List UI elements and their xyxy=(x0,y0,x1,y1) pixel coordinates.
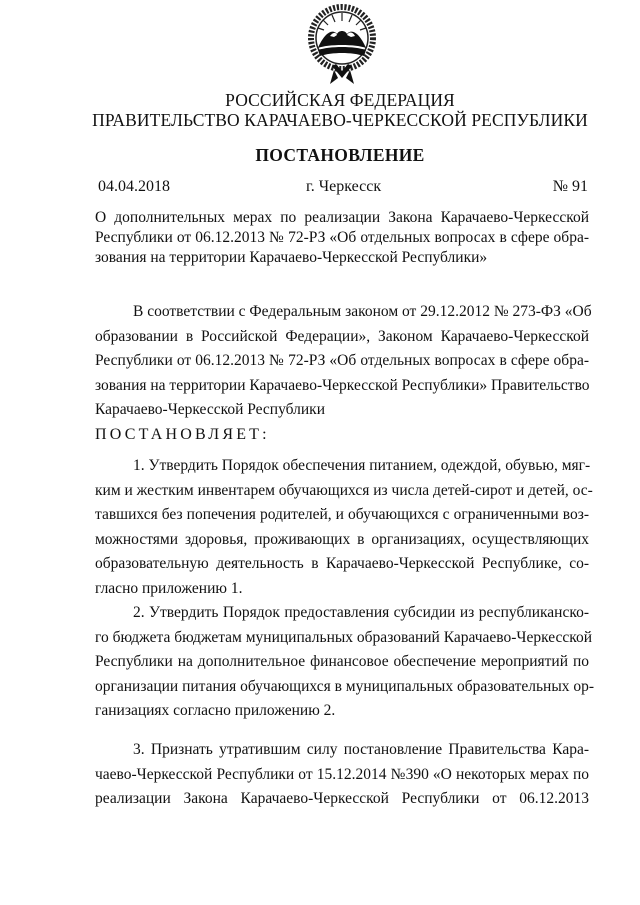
document-city: г. Черкесск xyxy=(306,178,382,195)
paragraph-1 xyxy=(95,454,593,602)
paragraph-line: го бюджета бюджетам муниципальных образований Карачаево-Черкесской xyxy=(95,628,593,646)
decree-word: ПОСТАНОВЛЯЕТ: xyxy=(95,426,270,443)
coat-of-arms-emblem xyxy=(304,4,380,86)
intro-paragraph xyxy=(95,300,592,423)
paragraph-line: ким и жестким инвентарем обучающихся из числа детей-сирот и детей, ос- xyxy=(95,481,593,499)
country-title: РОССИЙСКАЯ ФЕДЕРАЦИЯ xyxy=(225,90,455,110)
paragraph-line: можностями здоровья, проживающих в организациях, осуществляющих xyxy=(95,530,589,548)
document-meta-row xyxy=(98,178,588,198)
intro-line: В соответствии с Федеральным законом от 29.12.2012 № 273-ФЗ «Об xyxy=(133,303,592,320)
document-number: № 91 xyxy=(552,178,588,195)
subject-line: Республики от 06.12.2013 № 72-РЗ «Об отдельных вопросах в сфере обра- xyxy=(95,229,589,246)
subject-line: О дополнительных мерах по реализации Закона Карачаево-Черкесской xyxy=(95,209,589,226)
paragraph-line: 2. Утвердить Порядок предоставления субсидии из республиканско- xyxy=(133,604,589,621)
document-subject xyxy=(95,208,589,268)
paragraph-line: организации питания обучающихся в муниципальных образовательных ор- xyxy=(95,677,595,695)
paragraph-2 xyxy=(95,601,595,724)
paragraph-line: чаево-Черкесской Республики от 15.12.2014 №390 «О некоторых мерах по xyxy=(95,765,589,783)
intro-line: Республики от 06.12.2013 № 72-РЗ «Об отдельных вопросах в сфере обра- xyxy=(95,352,589,370)
intro-line: Карачаево-Черкесской Республики xyxy=(95,401,325,419)
paragraph-line: образовательную деятельность в Карачаево-Черкесской Республике, со- xyxy=(95,555,589,573)
government-title: ПРАВИТЕЛЬСТВО КАРАЧАЕВО-ЧЕРКЕССКОЙ РЕСПУБЛИКИ xyxy=(92,110,588,130)
document-date: 04.04.2018 xyxy=(98,178,170,195)
paragraph-line: тавшихся без попечения родителей, и обучающихся с ограниченными воз- xyxy=(95,506,589,524)
paragraph-line: ганизациях согласно приложению 2. xyxy=(95,702,336,720)
document-type-title: ПОСТАНОВЛЕНИЕ xyxy=(255,145,425,165)
subject-line: зования на территории Карачаево-Черкесской Республики» xyxy=(95,249,488,266)
intro-line: образовании в Российской Федерации», Законом Карачаево-Черкесской xyxy=(95,327,589,345)
paragraph-line: 1. Утвердить Порядок обеспечения питанием, одеждой, обувью, мяг- xyxy=(133,457,591,474)
paragraph-3 xyxy=(95,738,589,812)
paragraph-line: реализации Закона Карачаево-Черкесской Республики от 06.12.2013 xyxy=(95,790,589,808)
paragraph-line: гласно приложению 1. xyxy=(95,579,243,597)
intro-line: зования на территории Карачаево-Черкесской Республики» Правительство xyxy=(95,376,590,394)
paragraph-line: 3. Признать утратившим силу постановление Правительства Кара- xyxy=(133,741,589,758)
paragraph-line: Республики на дополнительное финансовое обеспечение мероприятий по xyxy=(95,653,589,671)
